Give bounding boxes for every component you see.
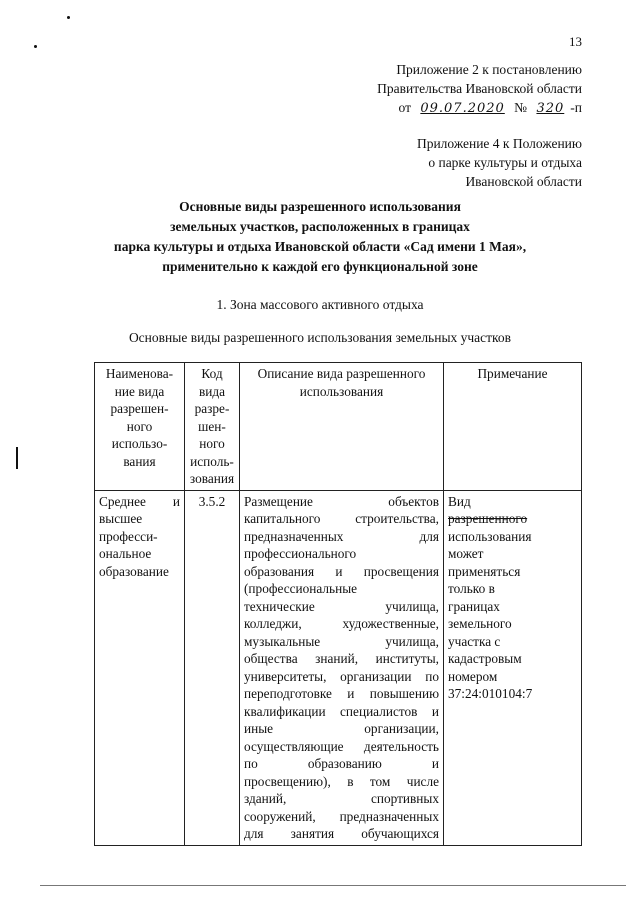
cell-line: может bbox=[448, 546, 484, 561]
zone-heading: 1. Зона массового активного отдыха bbox=[216, 297, 424, 312]
cell-line: сооружений, предназначенных bbox=[244, 808, 439, 824]
header-text: Код bbox=[201, 366, 223, 381]
header-text: исполь- bbox=[190, 453, 234, 469]
cell-line: образования и просвещения bbox=[244, 563, 439, 579]
header-text: вания bbox=[123, 453, 156, 469]
header-text: ние вида bbox=[114, 383, 165, 399]
attachment-line: Ивановской области bbox=[465, 174, 582, 189]
header-text: Наименова- bbox=[105, 366, 174, 381]
cell-line: участка с bbox=[448, 633, 501, 649]
scan-mark-dot bbox=[34, 45, 37, 48]
header-text: ного bbox=[126, 418, 153, 434]
cell-line: применяться bbox=[448, 563, 521, 579]
cell-line: Вид bbox=[448, 493, 471, 509]
table-row bbox=[95, 490, 582, 845]
title-line: Основные виды разрешенного использования bbox=[179, 199, 461, 214]
use-description-cell bbox=[240, 490, 444, 845]
cell-line: по образованию и bbox=[244, 756, 439, 771]
header-text: разрешен- bbox=[110, 401, 169, 416]
header-text: разре- bbox=[194, 401, 230, 416]
cell-line: земельного bbox=[448, 616, 512, 631]
cell-line: технические училища, bbox=[244, 598, 439, 614]
cell-line: номером bbox=[448, 668, 498, 684]
cell-line: для занятия обучающихся bbox=[244, 826, 439, 841]
table-header-row bbox=[95, 363, 582, 491]
header-note-cell bbox=[444, 363, 582, 491]
cell-line: колледжи, художественные, bbox=[244, 616, 439, 631]
cell-line: переподготовке и повышению bbox=[244, 686, 439, 701]
cell-line: 37:24:010104:7 bbox=[448, 686, 533, 701]
cell-line: квалификации специалистов и bbox=[244, 703, 439, 719]
cell-line: использования bbox=[448, 528, 532, 544]
cell-line: разрешенного bbox=[448, 511, 528, 526]
handwritten-number: 320 bbox=[536, 101, 565, 116]
header-text: использо- bbox=[111, 436, 168, 451]
scan-mark-dot bbox=[67, 16, 70, 19]
use-name-cell bbox=[95, 490, 185, 845]
title-line: парка культуры и отдыха Ивановской области «Сад имени 1 Мая», bbox=[113, 239, 527, 254]
header-text: вида bbox=[198, 383, 226, 399]
cell-line: просвещению), в том числе bbox=[244, 773, 439, 789]
cell-line: общества знаний, институты, bbox=[244, 651, 439, 666]
attachment-line: Приложение 2 к постановлению bbox=[396, 62, 582, 77]
header-text: Примечание bbox=[477, 366, 548, 381]
cell-line: Размещение объектов bbox=[244, 493, 439, 509]
scan-edge-line bbox=[40, 885, 626, 886]
attachment-header bbox=[377, 60, 582, 118]
cell-line: ональное bbox=[99, 546, 152, 561]
cell-line: иные организации, bbox=[244, 721, 439, 736]
note-cell bbox=[444, 490, 582, 845]
number-label: № bbox=[514, 100, 528, 115]
header-text: использования bbox=[299, 383, 384, 399]
cell-line: предназначенных для bbox=[244, 528, 439, 544]
cell-line: професси- bbox=[99, 528, 158, 544]
header-name-cell bbox=[95, 363, 185, 491]
header-text: ного bbox=[199, 436, 225, 451]
cell-line: высшее bbox=[99, 511, 143, 526]
header-description-cell bbox=[240, 363, 444, 491]
scan-mark-bar bbox=[16, 447, 18, 469]
land-use-table bbox=[94, 362, 582, 846]
section-heading: Основные виды разрешенного использования земельных участков bbox=[128, 330, 512, 345]
cell-line: только в bbox=[448, 581, 495, 596]
cell-line: профессионального bbox=[244, 546, 357, 561]
cell-line: образование bbox=[99, 563, 169, 579]
attachment-line: о парке культуры и отдыха bbox=[428, 155, 582, 170]
from-label: от bbox=[398, 100, 411, 115]
handwritten-date: 09.07.2020 bbox=[420, 101, 505, 116]
cell-line: музыкальные училища, bbox=[244, 633, 439, 649]
cell-line: границах bbox=[448, 598, 500, 614]
header-code-cell bbox=[185, 363, 240, 491]
attachment-line: Правительства Ивановской области bbox=[377, 81, 582, 96]
page-number: 13 bbox=[569, 34, 582, 49]
number-suffix: -п bbox=[570, 100, 582, 115]
title-line: земельных участков, расположенных в границах bbox=[170, 219, 470, 234]
header-text: шен- bbox=[198, 418, 226, 434]
document-title bbox=[60, 197, 580, 277]
cell-line: осуществляющие деятельность bbox=[244, 738, 439, 754]
attachment-subheader bbox=[417, 134, 582, 191]
cell-line: зданий, спортивных bbox=[244, 791, 439, 806]
attachment-date-line bbox=[377, 98, 582, 118]
header-text: Описание вида разрешенного bbox=[257, 366, 426, 381]
header-text: зования bbox=[189, 471, 235, 486]
cell-line: (профессиональные bbox=[244, 581, 358, 596]
cell-line: университеты, организации по bbox=[244, 668, 439, 684]
attachment-line: Приложение 4 к Положению bbox=[416, 136, 582, 151]
cell-line: Среднее и bbox=[99, 493, 180, 509]
use-code-cell: 3.5.2 bbox=[185, 490, 240, 845]
cell-line: капитального строительства, bbox=[244, 511, 439, 526]
cell-line: кадастровым bbox=[448, 651, 522, 666]
title-line: применительно к каждой его функциональной зоне bbox=[162, 259, 478, 274]
